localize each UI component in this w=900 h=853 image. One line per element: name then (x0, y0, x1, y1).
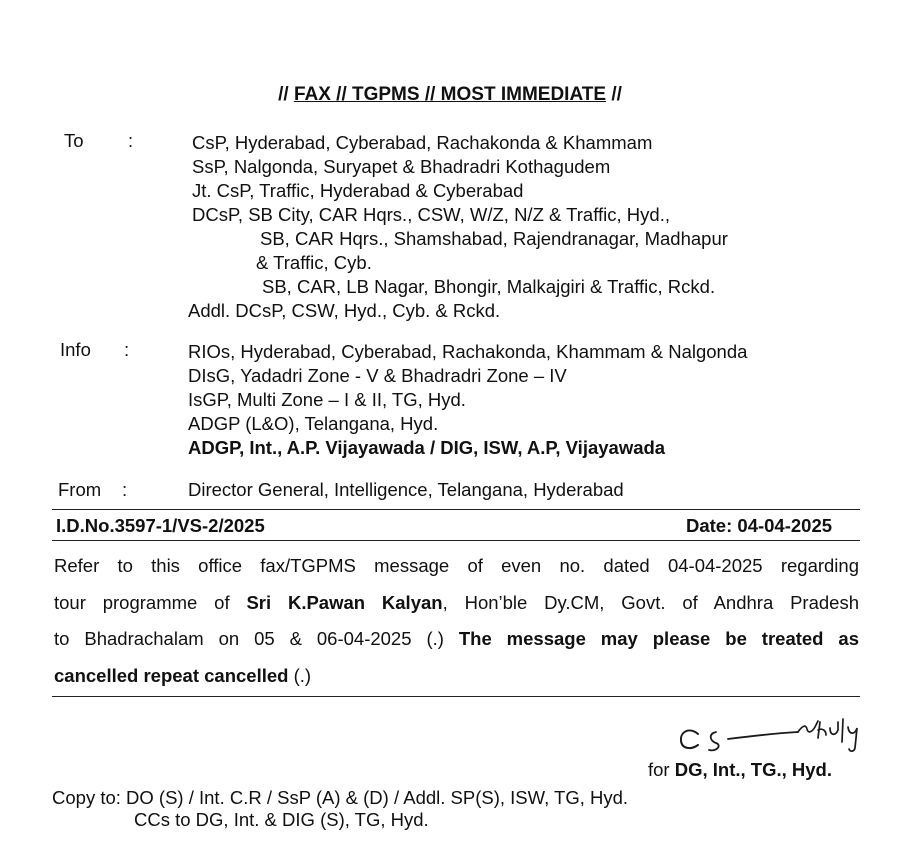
from-label: From (58, 479, 102, 500)
signatory (648, 759, 832, 781)
cc-line: CCs to DG, Int. & DIG (S), TG, Hyd. (134, 809, 429, 830)
message-line: tour programme of Sri K.Pawan Kalyan, Hon’ble Dy.CM, Govt. of Andhra Pradesh (54, 591, 860, 613)
header-prefix: // (278, 84, 294, 105)
info-line: ADGP (L&O), Telangana, Hyd. (188, 413, 439, 434)
to-colon: : (128, 130, 134, 151)
header-title: FAX // TGPMS // MOST IMMEDIATE (293, 84, 607, 105)
info-colon: : (124, 339, 130, 360)
from-value: Director General, Intelligence, Telangana, Hyderabad (188, 479, 624, 500)
message-paragraph (54, 548, 859, 694)
to-line: CsP, Hyderabad, Cyberabad, Rachakonda & Khammam (192, 132, 653, 153)
to-line: Addl. DCsP, CSW, Hyd., Cyb. & Rckd. (188, 300, 501, 321)
to-line: SB, CAR Hqrs., Shamshabad, Rajendranagar, Madhapur (260, 228, 728, 249)
info-line: ADGP, Int., A.P. Vijayawada / DIG, ISW, A.P, Vijayawada (188, 437, 666, 458)
message-instruction: The message may please be treated as (458, 628, 859, 649)
info-line: IsGP, Multi Zone – I & II, TG, Hyd. (188, 389, 466, 410)
dignitary-name: Sri K.Pawan Kalyan (246, 591, 443, 613)
cancellation-text: cancelled repeat cancelled (54, 664, 289, 686)
info-label: Info (60, 339, 91, 360)
to-line: Jt. CsP, Traffic, Hyderabad & Cyberabad (192, 180, 524, 201)
to-line: DCsP, SB City, CAR Hqrs., CSW, W/Z, N/Z & Traffic, Hyd., (192, 204, 670, 225)
to-line: & Traffic, Cyb. (256, 252, 372, 273)
to-label: To (64, 130, 84, 151)
divider (52, 509, 860, 510)
info-line: RIOs, Hyderabad, Cyberabad, Rachakonda, Khammam & Nalgonda (188, 341, 748, 362)
signatory-prefix: for (648, 759, 675, 780)
info-line: DIsG, Yadadri Zone - V & Bhadradri Zone – IV (188, 365, 567, 386)
to-line: SB, CAR, LB Nagar, Bhongir, Malkajgiri & Traffic, Rckd. (262, 276, 716, 297)
message-line: to Bhadrachalam on 05 & 06-04-2025 (.) The message may please be treated as (54, 628, 859, 649)
divider (52, 696, 860, 697)
document-date: Date: 04-04-2025 (686, 515, 833, 536)
id-number: I.D.No.3597-1/VS-2/2025 (56, 515, 265, 536)
to-line: SsP, Nalgonda, Suryapet & Bhadradri Kothagudem (192, 156, 611, 177)
divider (52, 540, 860, 541)
copy-to-line: Copy to: DO (S) / Int. C.R / SsP (A) & (D) / Addl. SP(S), ISW, TG, Hyd. (52, 787, 629, 808)
document-header (0, 84, 900, 106)
message-line: cancelled repeat cancelled (.) (54, 664, 312, 686)
from-colon: : (122, 479, 128, 500)
header-suffix: // (606, 84, 622, 105)
signatory-title: DG, Int., TG., Hyd. (674, 759, 832, 780)
message-line: Refer to this office fax/TGPMS message of even no. dated 04-04-2025 regarding (54, 555, 859, 576)
